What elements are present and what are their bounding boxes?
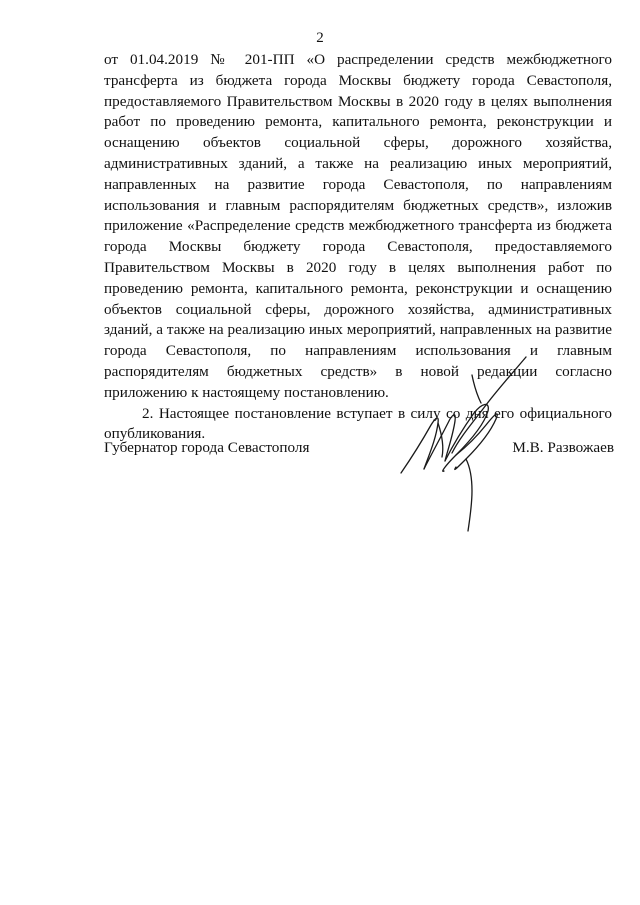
signatory-position: Губернатор города Севастополя xyxy=(104,439,310,456)
paragraph-continuation: от 01.04.2019 № 201-ПП «О распределении средств межбюджетного трансферта из бюджета города Москвы бюджету города Севастополя, предоставляемого Правительством Москвы в 2020 году в целях выполнения работ по проведению ремонта, капитального ремонта, реконструкции и оснащению объектов социальной сферы, дорожного хозяйства, административных зданий, а также на реализацию иных мероприятий, направленных на развитие города Севастополя, по направлениям использования и главным распорядителям бюджетных средств», изложив приложение «Распределение средств межбюджетного трансферта из бюджета города Москвы бюджету города Севастополя, предоставляемого Правительством Москвы в 2020 году в целях выполнения работ по проведению ремонта, капитального ремонта, реконструкции и оснащению объектов социальной сферы, дорожного хозяйства, административных зданий, а также на реализацию иных мероприятий, направленных на развитие города Севастополя, по направлениям использования и главным распорядителям бюджетных средств» в новой редакции согласно приложению к настоящему постановлению. xyxy=(104,51,612,401)
paragraph-effective-date: 2. Настоящее постановление вступает в силу со дня его официального опубликования. xyxy=(104,404,612,443)
signatory-name: М.В. Развожаев xyxy=(512,439,614,456)
page-number: 2 xyxy=(316,30,324,46)
handwritten-signature-icon xyxy=(398,355,538,535)
